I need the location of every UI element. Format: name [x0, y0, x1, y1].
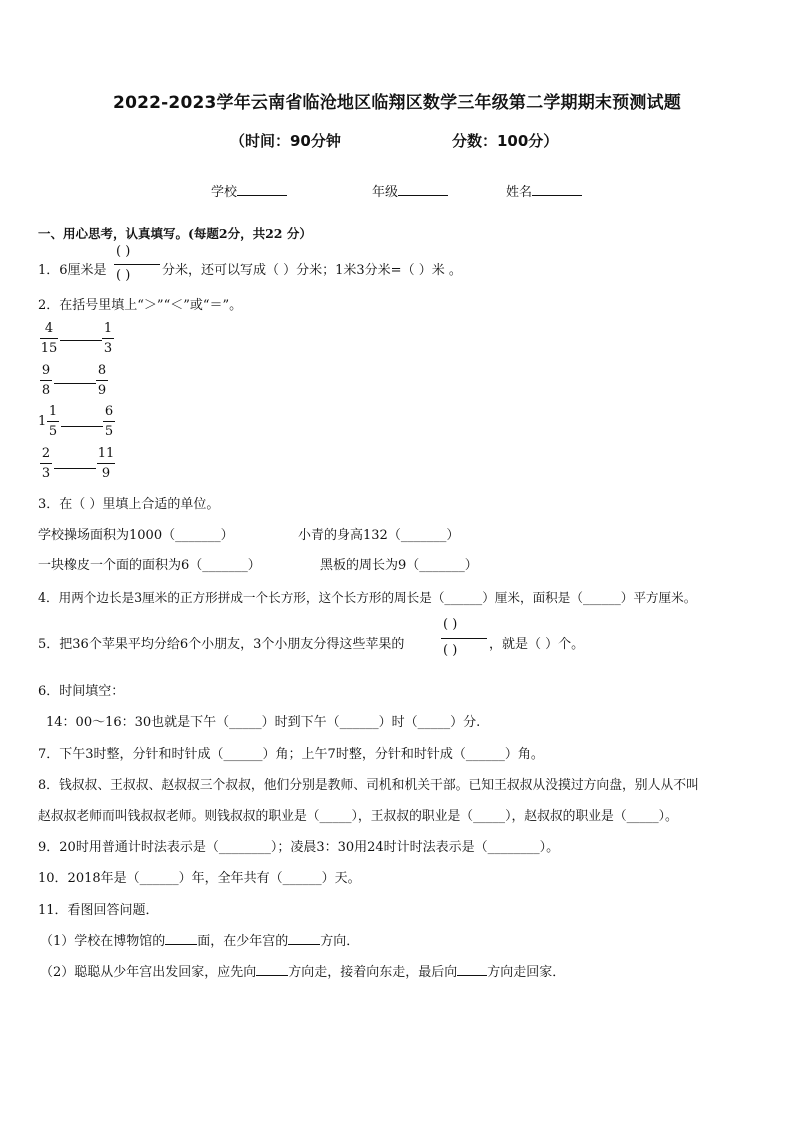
denominator: 5	[47, 421, 59, 438]
denominator: 15	[40, 338, 58, 355]
q3-item-c: 一块橡皮一个面的面积为6（_______）	[38, 558, 261, 573]
q2-right-fraction	[97, 447, 115, 480]
q2-answer-line[interactable]	[54, 383, 96, 384]
grade-blank[interactable]	[398, 195, 448, 196]
q4-text: 4．用两个边长是3厘米的正方形拼成一个长方形，这个长方形的周长是（______）厘米，面积是（______）平方厘米。	[38, 590, 697, 605]
q2-answer-line[interactable]	[60, 340, 102, 341]
q2-answer-line[interactable]	[54, 468, 96, 469]
numerator: 11	[97, 446, 115, 461]
q11-part1	[40, 930, 359, 949]
q1-rest: 分米，还可以写成（ ）分米；1米3分米=（ ）米 。	[162, 263, 462, 278]
denominator: 3	[40, 463, 52, 480]
q11-blank[interactable]	[256, 975, 288, 976]
school-label: 学校	[211, 185, 238, 200]
fraction-bar	[441, 638, 487, 639]
q2-text: 2．在括号里填上“＞”“＜”或“＝”。	[38, 298, 243, 313]
numerator: 1	[103, 321, 113, 336]
grade-label: 年级	[372, 185, 399, 200]
section-heading: 一、用心思考，认真填写。(每题2分，共22 分）	[38, 226, 312, 241]
q8-line1: 8．钱叔叔、王叔叔、赵叔叔三个叔叔，他们分别是教师、司机和机关干部。已知王叔叔从没摸过方向盘，别人从不叫	[38, 778, 699, 793]
numerator: 9	[41, 363, 51, 378]
q11-blank[interactable]	[457, 975, 487, 976]
denominator: 9	[97, 463, 115, 480]
q6-text: 6．时间填空：	[38, 684, 125, 699]
q2-answer-line[interactable]	[61, 426, 103, 427]
school-field[interactable]	[211, 181, 287, 200]
page-title: 2022-2023学年云南省临沧地区临翔区数学三年级第二学期期末预测试题	[113, 93, 681, 113]
q11-part2	[40, 961, 565, 980]
denominator: 5	[103, 421, 115, 438]
q11-part2-a: （2）聪聪从少年宫出发回家，应先向	[40, 965, 257, 980]
q3-item-a: 学校操场面积为1000（_______）	[38, 528, 234, 543]
denominator: 3	[102, 338, 114, 355]
school-blank[interactable]	[237, 195, 287, 196]
q3-item-b: 小青的身高132（_______）	[298, 528, 460, 543]
q2-left-fraction	[40, 322, 58, 355]
q1-denominator-paren: ( )	[116, 268, 131, 283]
q7-text: 7．下午3时整，分针和时针成（______）角；上午7时整，分针和时针成（______）角。	[38, 747, 544, 762]
name-label: 姓名	[506, 185, 533, 200]
q5-post: ，就是（ ）个。	[489, 637, 585, 652]
q1-numerator-paren: ( )	[116, 244, 131, 259]
q11-part1-a: （1）学校在博物馆的	[40, 934, 166, 949]
q8-line2: 赵叔叔老师而叫钱叔叔老师。则钱叔叔的职业是（_____），王叔叔的职业是（_____），赵叔叔的职业是（_____）。	[38, 809, 678, 824]
q11-part2-b: 方向走，接着向东走，最后向	[288, 965, 458, 980]
name-blank[interactable]	[532, 195, 582, 196]
q2-right-fraction	[96, 364, 108, 397]
fraction-bar	[114, 264, 160, 265]
q5-denominator-paren: ( )	[443, 643, 458, 658]
name-field[interactable]	[506, 181, 582, 200]
q2-right-fraction	[102, 322, 114, 355]
q11-blank[interactable]	[288, 944, 320, 945]
q10-text: 10．2018年是（______）年，全年共有（______）天。	[38, 871, 361, 886]
q2-right-fraction	[103, 405, 115, 438]
q5-numerator-paren: ( )	[443, 617, 458, 632]
q3-text: 3．在（ ）里填上合适的单位。	[38, 497, 220, 512]
q11-part1-c: 方向．	[320, 934, 360, 949]
q3-item-d: 黑板的周长为9（_______）	[320, 558, 478, 573]
q1-number: 1．6厘米是	[38, 263, 107, 278]
q2-left-fraction	[47, 405, 59, 438]
q5-fraction-blank[interactable]	[441, 617, 487, 663]
q1-fraction-blank[interactable]	[114, 244, 160, 288]
numerator: 2	[41, 446, 51, 461]
q11-text: 11．看图回答问题．	[38, 903, 159, 918]
q11-part1-b: 面，在少年宫的	[197, 934, 289, 949]
q2-mixed-whole: 1	[38, 414, 47, 429]
numerator: 6	[104, 404, 114, 419]
denominator: 8	[40, 380, 52, 397]
q2-left-fraction	[40, 447, 52, 480]
q11-part2-c: 方向走回家．	[487, 965, 566, 980]
q2-left-fraction	[40, 364, 52, 397]
score-label: 分数：100分）	[452, 132, 559, 150]
numerator: 4	[44, 321, 54, 336]
q6-line: 14：00～16：30也就是下午（_____）时到下午（______）时（_____）分.	[46, 715, 481, 730]
denominator: 9	[96, 380, 108, 397]
numerator: 1	[48, 404, 58, 419]
q5-pre: 5．把36个苹果平均分给6个小朋友，3个小朋友分得这些苹果的	[38, 637, 405, 652]
time-label: （时间：90分钟	[230, 132, 341, 150]
q11-blank[interactable]	[165, 944, 197, 945]
numerator: 8	[97, 363, 107, 378]
q9-text: 9．20时用普通计时法表示是（________）；凌晨3：30用24时计时法表示是（________）。	[38, 840, 560, 855]
grade-field[interactable]	[372, 181, 448, 200]
